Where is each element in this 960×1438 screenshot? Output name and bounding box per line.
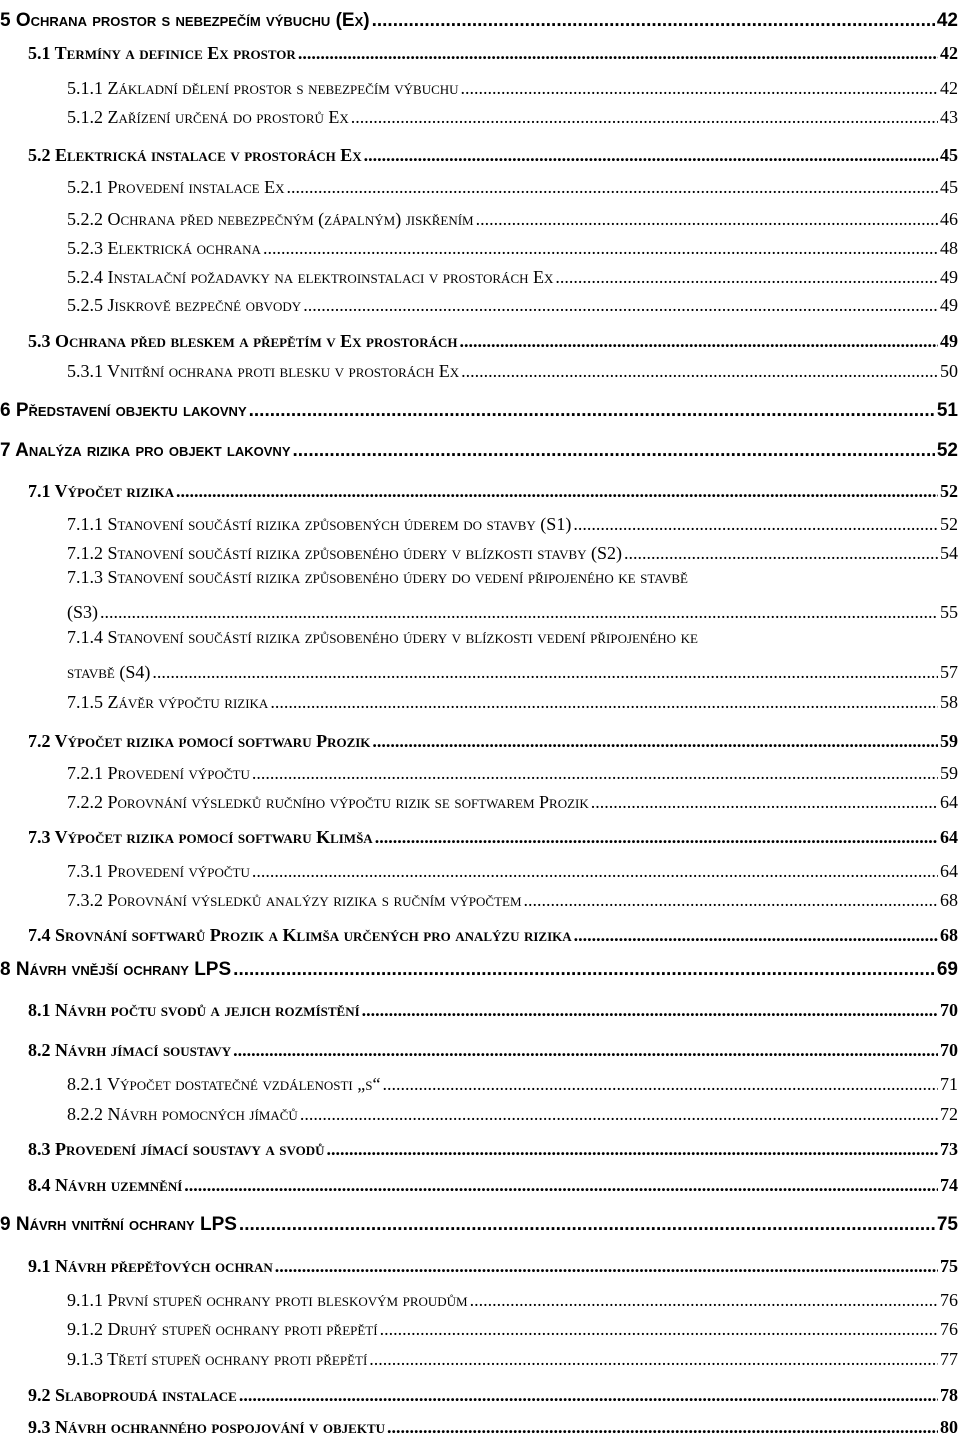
- toc-entry[interactable]: [67, 1069, 958, 1095]
- toc-entry[interactable]: [67, 509, 958, 535]
- toc-entry-title: 9.3 Návrh ochranného pospojování v objektu: [28, 1417, 386, 1438]
- toc-page-number: 75: [940, 1256, 958, 1277]
- toc-dot-leader: [364, 145, 938, 166]
- toc-entry-title: 7.2.2 Porovnání výsledků ručního výpočtu rizik se softwarem Prozik: [67, 792, 589, 813]
- toc-dot-leader: [184, 1175, 938, 1196]
- toc-page-number: 64: [940, 792, 958, 813]
- toc-entry-title: 9 Návrh vnitřní ochrany LPS: [0, 1214, 237, 1236]
- toc-entry[interactable]: [28, 1380, 958, 1406]
- toc-dot-leader: [369, 1349, 938, 1370]
- toc-page-number: 74: [940, 1175, 958, 1196]
- toc-entry[interactable]: [0, 1210, 958, 1236]
- toc-entry[interactable]: [28, 326, 958, 352]
- toc-entry[interactable]: [67, 290, 958, 316]
- toc-dot-leader: [303, 295, 938, 316]
- toc-entry-title: 8 Návrh vnější ochrany LPS: [0, 959, 232, 981]
- toc-entry-title: 8.4 Návrh uzemnění: [28, 1175, 183, 1196]
- toc-page-number: 64: [940, 827, 958, 848]
- toc-entry-title: 9.2 Slaboproudá instalace: [28, 1385, 237, 1406]
- toc-page-number: 70: [940, 1040, 958, 1061]
- toc-entry[interactable]: [28, 822, 958, 848]
- toc-dot-leader: [233, 959, 935, 981]
- toc-page-number: 59: [940, 763, 958, 784]
- toc-page-number: 76: [940, 1290, 958, 1311]
- toc-dot-leader: [270, 692, 938, 713]
- toc-page-number: 52: [940, 481, 958, 502]
- toc-entry[interactable]: [28, 38, 958, 64]
- toc-entry-title: 7 Analýza rizika pro objekt lakovny: [0, 440, 291, 462]
- toc-entry[interactable]: [28, 1412, 958, 1438]
- toc-entry[interactable]: [28, 1251, 958, 1277]
- toc-dot-leader: [327, 1139, 938, 1160]
- toc-entry[interactable]: [67, 262, 958, 288]
- toc-dot-leader: [176, 481, 938, 502]
- toc-page-number: 51: [936, 400, 958, 422]
- toc-entry[interactable]: [67, 657, 958, 683]
- toc-page-number: 49: [940, 331, 958, 352]
- toc-entry-title: 7.3.1 Provedení výpočtu: [67, 861, 250, 882]
- toc-entry-title: 5.2 Elektrická instalace v prostorách Ex: [28, 145, 362, 166]
- toc-dot-leader: [298, 43, 938, 64]
- toc-page-number: 72: [940, 1104, 958, 1125]
- toc-dot-leader: [252, 861, 938, 882]
- toc-dot-leader: [573, 514, 938, 535]
- toc-dot-leader: [372, 731, 938, 752]
- toc-page-number: 69: [936, 959, 958, 981]
- toc-entry[interactable]: [67, 204, 958, 230]
- toc-entry[interactable]: [67, 1285, 958, 1311]
- toc-dot-leader: [263, 238, 938, 259]
- toc-dot-leader: [239, 1214, 935, 1236]
- toc-entry[interactable]: [28, 726, 958, 752]
- toc-page-number: 52: [936, 440, 958, 462]
- toc-entry[interactable]: [67, 687, 958, 713]
- toc-page-number: 75: [936, 1214, 958, 1236]
- toc-dot-leader: [591, 792, 938, 813]
- toc-entry-title: 7.2.1 Provedení výpočtu: [67, 763, 250, 784]
- toc-page-number: 77: [940, 1349, 958, 1370]
- toc-entry[interactable]: [28, 476, 958, 502]
- toc-page-number: 80: [940, 1417, 958, 1438]
- toc-entry-title: 7.1 Výpočet rizika: [28, 481, 175, 502]
- toc-dot-leader: [476, 209, 938, 230]
- toc-entry-title: 7.1.4 Stanovení součástí rizika způsobeného údery v blízkosti vedení připojeného ke: [67, 627, 698, 647]
- toc-entry-title: 5.1 Termíny a definice Ex prostor: [28, 43, 296, 64]
- toc-dot-leader: [233, 1040, 938, 1061]
- toc-entry-title: 5.2.1 Provedení instalace Ex: [67, 177, 285, 198]
- toc-entry[interactable]: [0, 6, 958, 32]
- toc-entry-title: 5.2.2 Ochrana před nebezpečným (zápalným) jiskřením: [67, 209, 474, 230]
- toc-dot-leader: [372, 10, 935, 32]
- toc-page-number: 52: [940, 514, 958, 535]
- toc-entry-title: 8.3 Provedení jímací soustavy a svodů: [28, 1139, 325, 1160]
- toc-entry[interactable]: [28, 1035, 958, 1061]
- toc-entry-title: 8.1 Návrh počtu svodů a jejich rozmístění: [28, 1000, 360, 1021]
- toc-dot-leader: [351, 107, 938, 128]
- toc-entry[interactable]: [67, 73, 958, 99]
- toc-entry-title: 9.1 Návrh přepěťových ochran: [28, 1256, 273, 1277]
- toc-entry-title-continuation: (S3): [67, 602, 98, 623]
- toc-page-number: 76: [940, 1319, 958, 1340]
- toc-entry-title: 8.2.2 Návrh pomocných jímačů: [67, 1104, 298, 1125]
- toc-entry-title: 5.1.1 Základní dělení prostor s nebezpečím výbuchu: [67, 78, 459, 99]
- toc-page-number: 70: [940, 1000, 958, 1021]
- toc-entry-title: 5.1.2 Zařízení určená do prostorů Ex: [67, 107, 349, 128]
- toc-entry[interactable]: [28, 920, 958, 946]
- toc-dot-leader: [524, 890, 938, 911]
- toc-page-number: 59: [940, 731, 958, 752]
- toc-entry[interactable]: [28, 140, 958, 166]
- toc-entry[interactable]: [67, 172, 958, 198]
- toc-entry-title: 7.1.1 Stanovení součástí rizika způsobených úderem do stavby (S1): [67, 514, 572, 535]
- toc-dot-leader: [249, 400, 935, 422]
- toc-entry-title: 9.1.1 První stupeň ochrany proti bleskovým proudům: [67, 1290, 468, 1311]
- toc-entry-title: 7.1.3 Stanovení součástí rizika způsobeného údery do vedení připojeného ke stavbě: [67, 567, 688, 587]
- toc-entry[interactable]: [28, 1134, 958, 1160]
- toc-entry[interactable]: [67, 233, 958, 259]
- toc-page-number: 54: [940, 543, 958, 564]
- toc-entry-title: 5.2.4 Instalační požadavky na elektroinstalaci v prostorách Ex: [67, 267, 554, 288]
- toc-dot-leader: [300, 1104, 938, 1125]
- toc-entry[interactable]: [67, 597, 958, 623]
- toc-dot-leader: [574, 925, 938, 946]
- toc-entry-title: 7.1.5 Závěr výpočtu rizika: [67, 692, 269, 713]
- toc-dot-leader: [292, 440, 934, 462]
- toc-dot-leader: [382, 1074, 938, 1095]
- toc-entry[interactable]: [67, 538, 958, 564]
- toc-entry[interactable]: [0, 436, 958, 462]
- toc-page-number: 43: [940, 107, 958, 128]
- toc-entry[interactable]: [28, 1170, 958, 1196]
- toc-entry[interactable]: [0, 396, 958, 422]
- toc-page-number: 42: [936, 10, 958, 32]
- toc-entry-title: 9.1.2 Druhý stupeň ochrany proti přepětí: [67, 1319, 378, 1340]
- toc-entry-title: 6 Představení objektu lakovny: [0, 400, 247, 422]
- toc-page-number: 49: [940, 267, 958, 288]
- toc-entry-title: 7.3.2 Porovnání výsledků analýzy rizika s ručním výpočtem: [67, 890, 522, 911]
- toc-entry[interactable]: [67, 885, 958, 911]
- toc-dot-leader: [275, 1256, 938, 1277]
- toc-entry[interactable]: [67, 1344, 958, 1370]
- toc-dot-leader: [555, 267, 938, 288]
- toc-page-number: 68: [940, 890, 958, 911]
- toc-entry-title: 7.3 Výpočet rizika pomocí softwaru Klimša: [28, 827, 373, 848]
- toc-entry-title: 8.2.1 Výpočet dostatečné vzdálenosti „s“: [67, 1074, 381, 1095]
- toc-page-number: 46: [940, 209, 958, 230]
- toc-entry[interactable]: [67, 856, 958, 882]
- toc-entry[interactable]: [67, 1099, 958, 1125]
- toc-dot-leader: [470, 1290, 938, 1311]
- toc-page-number: 48: [940, 238, 958, 259]
- toc-entry-title: 5 Ochrana prostor s nebezpečím výbuchu (Ex): [0, 10, 370, 32]
- toc-dot-leader: [461, 78, 938, 99]
- toc-entry-title: 7.2 Výpočet rizika pomocí softwaru Prozik: [28, 731, 371, 752]
- toc-entry-title: 8.2 Návrh jímací soustavy: [28, 1040, 232, 1061]
- toc-page-number: 68: [940, 925, 958, 946]
- toc-page-number: 45: [940, 145, 958, 166]
- toc-dot-leader: [624, 543, 938, 564]
- toc-page-number: 42: [940, 43, 958, 64]
- toc-page-number: 78: [940, 1385, 958, 1406]
- toc-dot-leader: [239, 1385, 938, 1406]
- toc-dot-leader: [362, 1000, 938, 1021]
- toc-dot-leader: [287, 177, 938, 198]
- toc-dot-leader: [152, 662, 938, 683]
- toc-entry[interactable]: [67, 758, 958, 784]
- toc-entry-title: 5.2.3 Elektrická ochrana: [67, 238, 261, 259]
- toc-entry-title: 9.1.3 Třetí stupeň ochrany proti přepětí: [67, 1349, 368, 1370]
- toc-page-number: 71: [940, 1074, 958, 1095]
- toc-entry-title: 5.3 Ochrana před bleskem a přepětím v Ex prostorách: [28, 331, 458, 352]
- toc-page-number: 57: [940, 662, 958, 683]
- toc-page-number: 49: [940, 295, 958, 316]
- toc-page-number: 42: [940, 78, 958, 99]
- toc-page-number: 55: [940, 602, 958, 623]
- toc-entry[interactable]: [67, 787, 958, 813]
- toc-dot-leader: [460, 331, 938, 352]
- toc-entry-title: 7.1.2 Stanovení součástí rizika způsobeného údery v blízkosti stavby (S2): [67, 543, 623, 564]
- toc-page-number: 64: [940, 861, 958, 882]
- toc-dot-leader: [375, 827, 938, 848]
- toc-dot-leader: [380, 1319, 938, 1340]
- toc-entry[interactable]: [28, 995, 958, 1021]
- toc-dot-leader: [461, 361, 938, 382]
- toc-dot-leader: [252, 763, 938, 784]
- toc-page-number: 58: [940, 692, 958, 713]
- toc-dot-leader: [100, 602, 938, 623]
- toc-entry-title: 5.2.5 Jiskrově bezpečné obvody: [67, 295, 302, 316]
- toc-entry[interactable]: [67, 1314, 958, 1340]
- toc-dot-leader: [387, 1417, 938, 1438]
- toc-entry-title: 5.3.1 Vnitřní ochrana proti blesku v prostorách Ex: [67, 361, 460, 382]
- toc-page-number: 45: [940, 177, 958, 198]
- toc-entry-title-continuation: stavbě (S4): [67, 662, 151, 683]
- toc-entry[interactable]: [67, 356, 958, 382]
- toc-entry[interactable]: [67, 102, 958, 128]
- toc-page-number: 73: [940, 1139, 958, 1160]
- toc-entry-title: 7.4 Srovnání softwarů Prozik a Klimša určených pro analýzu rizika: [28, 925, 572, 946]
- toc-entry[interactable]: [0, 955, 958, 981]
- toc-page-number: 50: [940, 361, 958, 382]
